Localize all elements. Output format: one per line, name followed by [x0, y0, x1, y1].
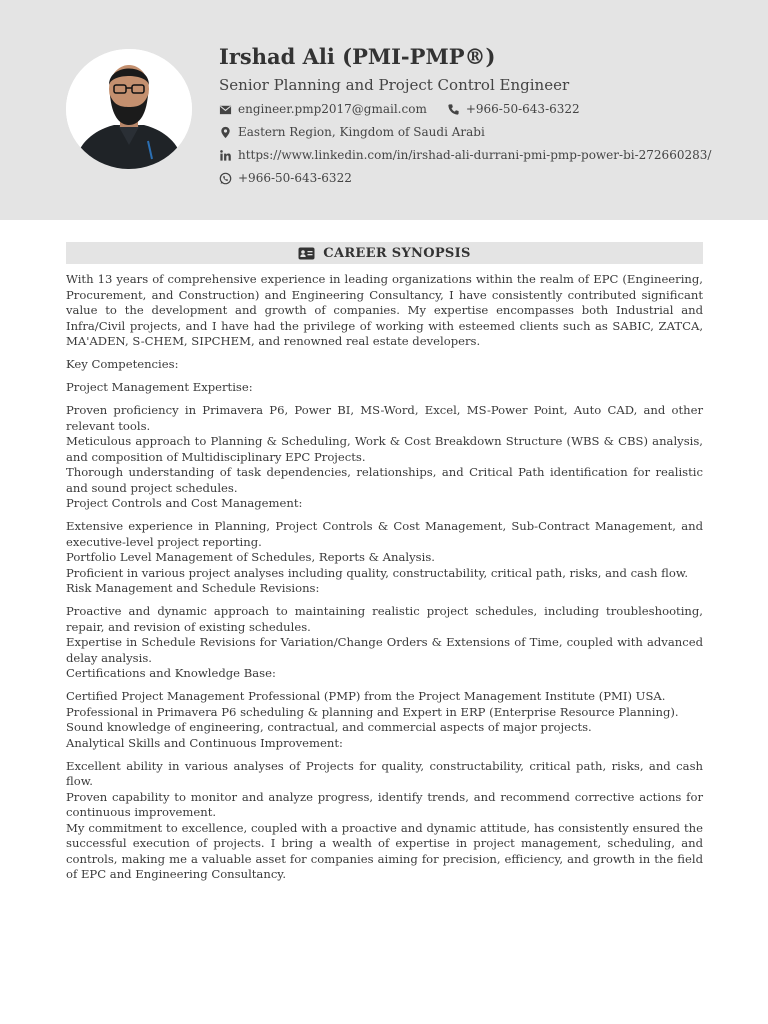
avatar [66, 49, 192, 169]
list-item: Extensive experience in Planning, Project Controls & Cost Management, Sub-Contract Management, and executive-level project reporting. [66, 519, 703, 549]
list-item: Proficient in various project analyses including quality, constructability, critical path, risks, and cash flow. [66, 565, 689, 580]
profile-title: Senior Planning and Project Control Engineer [219, 76, 570, 94]
contact-row-linkedin [219, 148, 711, 162]
list-item: Professional in Primavera P6 scheduling & planning and Expert in ERP (Enterprise Resource Planning). [66, 704, 679, 719]
linkedin-icon [219, 149, 232, 162]
list-item: Certified Project Management Professional (PMP) from the Project Management Institute (PMI) USA. [66, 689, 666, 703]
profile-photo [66, 49, 192, 169]
whatsapp-icon [219, 172, 232, 185]
phone-icon [447, 103, 460, 116]
location-text: Eastern Region, Kingdom of Saudi Arabi [238, 125, 485, 139]
list-item: Thorough understanding of task dependencies, relationships, and Critical Path identification for realistic and sound project schedules. [66, 465, 703, 495]
career-synopsis-body [66, 272, 703, 883]
list-item: Portfolio Level Management of Schedules, Reports & Analysis. [66, 550, 435, 564]
section-title: CAREER SYNOPSIS [323, 245, 471, 261]
pc-heading: Project Controls and Cost Management: [66, 496, 303, 510]
cert-heading: Certifications and Knowledge Base: [66, 666, 276, 680]
risk-heading: Risk Management and Schedule Revisions: [66, 581, 320, 595]
map-pin-icon [219, 126, 232, 139]
whatsapp-link[interactable]: +966-50-643-6322 [238, 171, 352, 185]
list-item: Proven proficiency in Primavera P6, Power BI, MS-Word, Excel, MS-Power Point, Auto CAD, and other relevant tools. [66, 403, 703, 433]
list-item: Proven capability to monitor and analyze progress, identify trends, and recommend corrective actions for continuous improvement. [66, 789, 703, 819]
contact-row-email-phone [219, 102, 580, 116]
synopsis-closing: My commitment to excellence, coupled with a proactive and dynamic attitude, has consistently ensured the successful execution of projects. I bring a wealth of expertise in project management, scheduling, and controls, making me a valuable asset for companies aiming for precision, efficiency, and growth in the field of EPC and Engineering Consultancy. [66, 820, 703, 881]
contact-row-location [219, 125, 485, 139]
id-card-icon [298, 247, 315, 260]
phone-link[interactable]: +966-50-643-6322 [465, 102, 580, 116]
list-item: Proactive and dynamic approach to maintaining realistic project schedules, including troubleshooting, repair, and revision of existing schedules. [66, 604, 703, 634]
key-competencies-heading: Key Competencies: [66, 357, 179, 371]
list-item: Expertise in Schedule Revisions for Variation/Change Orders & Extensions of Time, coupled with advanced delay analysis. [66, 635, 703, 665]
section-header-career-synopsis [66, 242, 703, 264]
analytical-heading: Analytical Skills and Continuous Improvement: [66, 735, 343, 750]
synopsis-intro: With 13 years of comprehensive experience in leading organizations within the realm of EPC (Engineering, Procurement, and Construction) and Engineering Consultancy, I have consistently contributed significant value to the development and growth of companies. My expertise encompasses both Industrial and Infra/Civil projects, and I have had the privilege of working with esteemed clients such as SABIC, ZATCA, MA'ADEN, S-CHEM, SIPCHEM, and renowned real estate developers. [66, 272, 703, 348]
profile-header [0, 0, 768, 220]
list-item: Excellent ability in various analyses of Projects for quality, constructability, critical path, risks, and cash flow. [66, 758, 703, 788]
list-item: Sound knowledge of engineering, contractual, and commercial aspects of major projects. [66, 720, 592, 734]
profile-name: Irshad Ali (PMI-PMP®) [219, 44, 496, 69]
linkedin-link[interactable]: https://www.linkedin.com/in/irshad-ali-durrani-pmi-pmp-power-bi-272660283/ [238, 148, 712, 162]
pm-heading: Project Management Expertise: [66, 380, 253, 394]
list-item: Meticulous approach to Planning & Scheduling, Work & Cost Breakdown Structure (WBS & CBS) analysis, and composition of Multidisciplinary EPC Projects. [66, 434, 703, 464]
email-link[interactable]: engineer.pmp2017@gmail.com [238, 102, 427, 116]
contact-row-whatsapp [219, 171, 352, 185]
envelope-icon [219, 103, 232, 116]
